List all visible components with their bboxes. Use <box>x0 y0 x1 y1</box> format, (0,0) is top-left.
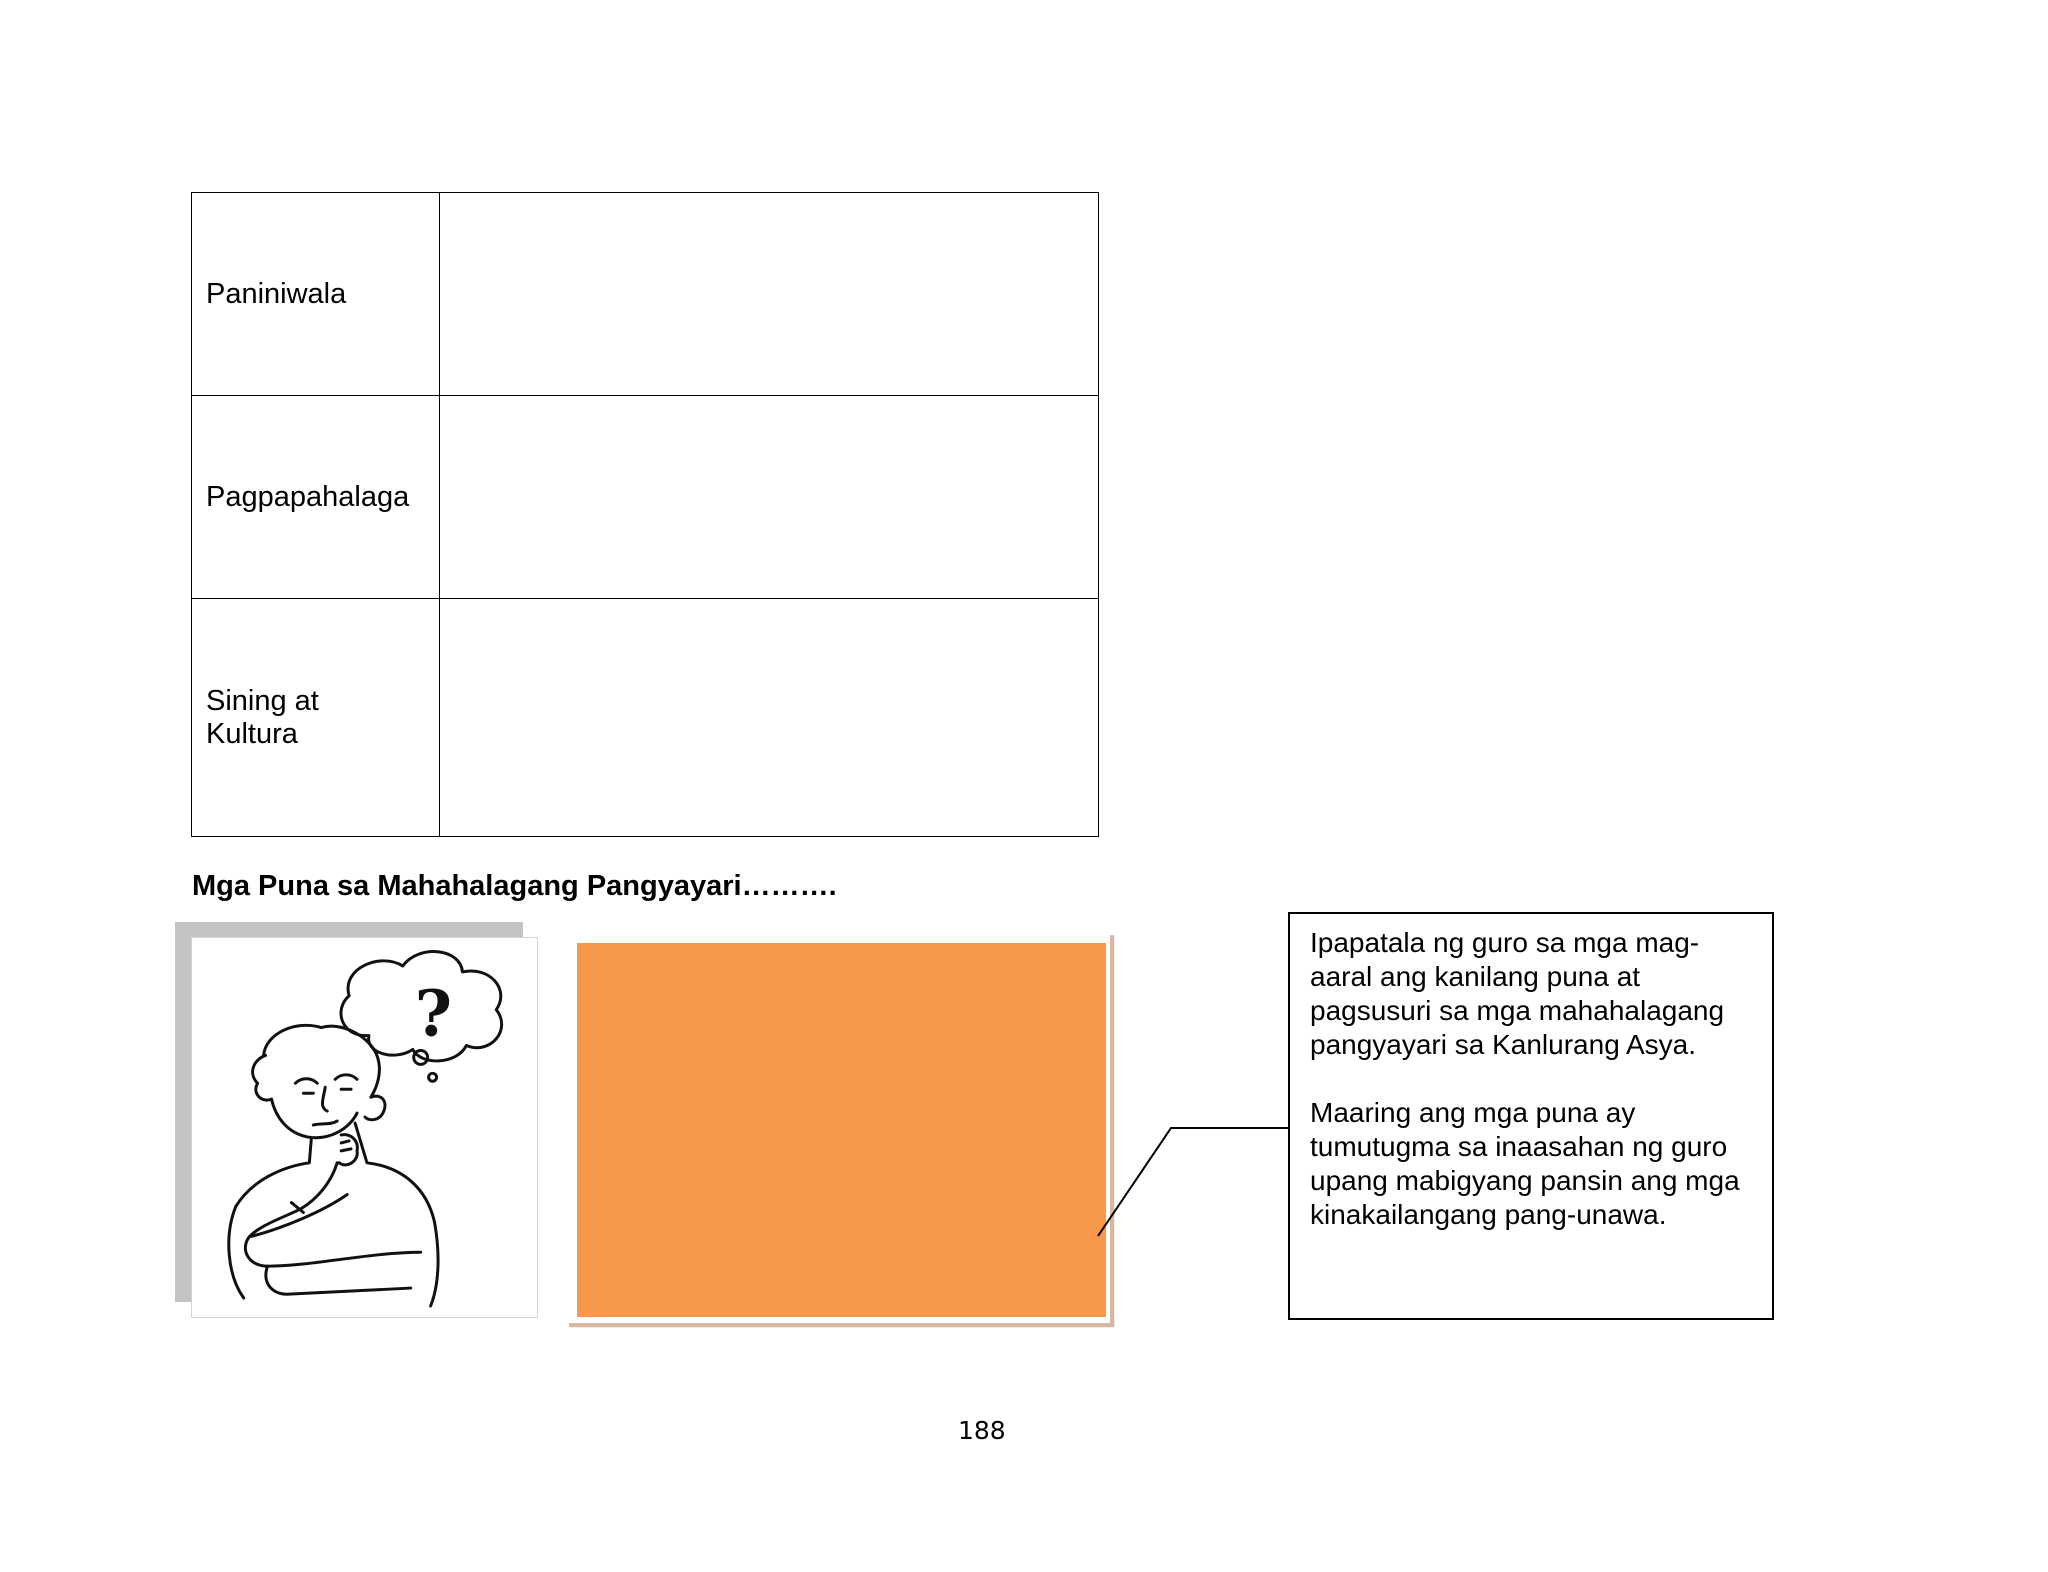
table-row <box>192 193 1099 396</box>
table-row <box>192 599 1099 837</box>
thinking-person-illustration <box>191 937 538 1318</box>
answer-cell[interactable] <box>440 599 1099 837</box>
bubble-question-mark: ? <box>414 976 452 1052</box>
table-row <box>192 396 1099 599</box>
answer-cell[interactable] <box>440 396 1099 599</box>
callout-box <box>1288 912 1774 1320</box>
row-label-line: Kultura <box>206 717 298 750</box>
orange-box-frame <box>569 935 1114 1327</box>
row-label-sining-at-kultura <box>192 599 440 837</box>
orange-box <box>577 943 1106 1317</box>
row-label-paniniwala: Paniniwala <box>192 193 440 396</box>
thinking-person-icon <box>192 938 537 1317</box>
row-label-line: Sining at <box>206 684 319 717</box>
callout-paragraph: Ipapatala ng guro sa mga mag-aaral ang kanilang puna at pagsusuri sa mga mahahalagang pangyayari sa Kanlurang Asya. <box>1310 927 1725 1060</box>
page-number: 188 <box>958 1416 1006 1445</box>
row-label-pagpapahalaga: Pagpapahalaga <box>192 396 440 599</box>
section-heading: Mga Puna sa Mahahalagang Pangyayari………. <box>192 870 837 902</box>
callout-paragraph: Maaring ang mga puna ay tumutugma sa inaasahan ng guro upang mabigyang pansin ang mga kinakailangang pang-unawa. <box>1310 1097 1740 1230</box>
answer-table <box>191 192 1099 837</box>
answer-cell[interactable] <box>440 193 1099 396</box>
